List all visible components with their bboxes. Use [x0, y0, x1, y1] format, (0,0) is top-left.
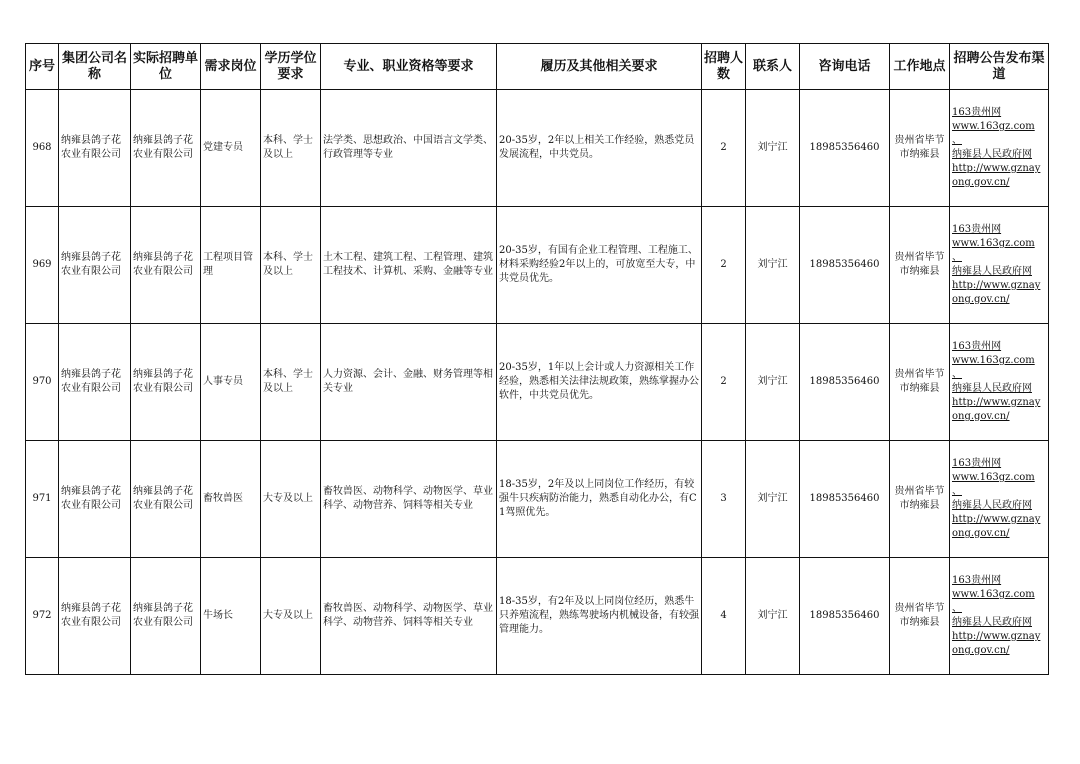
row-no: 971: [26, 441, 59, 558]
channel-link-163gz-url[interactable]: www.163gz.com: [952, 589, 1035, 600]
header-cell-other: 履历及其他相关要求: [497, 44, 702, 90]
row-unit: 纳雍县鸽子花农业有限公司: [131, 207, 201, 324]
row-major: 法学类、思想政治、中国语言文学类、行政管理等专业: [321, 90, 497, 207]
row-post: 牛场长: [201, 558, 261, 675]
channel-link-nayong-url[interactable]: http://www.gznayong.gov.cn/: [952, 163, 1041, 188]
row-contact: 刘宁江: [746, 324, 800, 441]
row-channel: [950, 324, 1049, 441]
row-place: 贵州省毕节市纳雍县: [890, 207, 950, 324]
row-major: 人力资源、会计、金融、财务管理等相关专业: [321, 324, 497, 441]
header-cell-phone: 咨询电话: [800, 44, 890, 90]
channel-link-nayong-url[interactable]: http://www.gznayong.gov.cn/: [952, 280, 1041, 305]
header-cell-count: 招聘人数: [702, 44, 746, 90]
row-channel: [950, 207, 1049, 324]
row-no: 972: [26, 558, 59, 675]
row-unit: 纳雍县鸽子花农业有限公司: [131, 558, 201, 675]
row-unit: 纳雍县鸽子花农业有限公司: [131, 441, 201, 558]
channel-link-163gz-name[interactable]: 163贵州网: [952, 458, 1002, 469]
row-group: 纳雍县鸽子花农业有限公司: [59, 441, 131, 558]
row-group: 纳雍县鸽子花农业有限公司: [59, 558, 131, 675]
row-other: 20-35岁，有国有企业工程管理、工程施工、材料采购经验2年以上的，可放宽至大专，中共党员优先。: [497, 207, 702, 324]
row-edu: 本科、学士及以上: [261, 324, 321, 441]
row-channel: [950, 441, 1049, 558]
row-phone: 18985356460: [800, 207, 890, 324]
row-place: 贵州省毕节市纳雍县: [890, 558, 950, 675]
table-row: [26, 558, 1049, 675]
channel-link-nayong-url[interactable]: http://www.gznayong.gov.cn/: [952, 397, 1041, 422]
channel-link-163gz-url[interactable]: www.163gz.com: [952, 121, 1035, 132]
row-count: 2: [702, 207, 746, 324]
row-other: 20-35岁，2年以上相关工作经验，熟悉党员发展流程，中共党员。: [497, 90, 702, 207]
header-cell-post: 需求岗位: [201, 44, 261, 90]
row-major: 土木工程、建筑工程、工程管理、建筑工程技术、计算机、采购、金融等专业: [321, 207, 497, 324]
channel-link-163gz-name[interactable]: 163贵州网: [952, 107, 1002, 118]
channel-separator: 、: [952, 369, 962, 380]
row-place: 贵州省毕节市纳雍县: [890, 441, 950, 558]
channel-separator: 、: [952, 603, 962, 614]
channel-link-163gz-name[interactable]: 163贵州网: [952, 341, 1002, 352]
header-cell-contact: 联系人: [746, 44, 800, 90]
table-row: [26, 441, 1049, 558]
header-cell-unit: 实际招聘单位: [131, 44, 201, 90]
row-phone: 18985356460: [800, 324, 890, 441]
row-other: 18-35岁，2年及以上同岗位工作经历，有较强牛只疾病防治能力，熟悉自动化办公，有C1驾照优先。: [497, 441, 702, 558]
recruitment-table: [25, 43, 1049, 675]
row-group: 纳雍县鸽子花农业有限公司: [59, 207, 131, 324]
row-group: 纳雍县鸽子花农业有限公司: [59, 324, 131, 441]
row-edu: 大专及以上: [261, 441, 321, 558]
channel-link-nayong-name[interactable]: 纳雍县人民政府网: [952, 500, 1032, 511]
row-post: 畜牧兽医: [201, 441, 261, 558]
row-contact: 刘宁江: [746, 90, 800, 207]
channel-link-163gz-name[interactable]: 163贵州网: [952, 224, 1002, 235]
row-phone: 18985356460: [800, 558, 890, 675]
header-cell-place: 工作地点: [890, 44, 950, 90]
row-phone: 18985356460: [800, 441, 890, 558]
row-place: 贵州省毕节市纳雍县: [890, 324, 950, 441]
row-no: 970: [26, 324, 59, 441]
channel-link-163gz-url[interactable]: www.163gz.com: [952, 355, 1035, 366]
table-row: [26, 207, 1049, 324]
row-phone: 18985356460: [800, 90, 890, 207]
header-row: [26, 44, 1049, 90]
row-group: 纳雍县鸽子花农业有限公司: [59, 90, 131, 207]
row-count: 2: [702, 324, 746, 441]
row-contact: 刘宁江: [746, 558, 800, 675]
channel-link-nayong-name[interactable]: 纳雍县人民政府网: [952, 383, 1032, 394]
row-other: 18-35岁，有2年及以上同岗位经历，熟悉牛只养殖流程，熟练驾驶场内机械设备，有较强管理能力。: [497, 558, 702, 675]
row-count: 3: [702, 441, 746, 558]
channel-link-163gz-name[interactable]: 163贵州网: [952, 575, 1002, 586]
header-cell-major: 专业、职业资格等要求: [321, 44, 497, 90]
row-edu: 本科、学士及以上: [261, 90, 321, 207]
row-post: 人事专员: [201, 324, 261, 441]
row-no: 968: [26, 90, 59, 207]
row-place: 贵州省毕节市纳雍县: [890, 90, 950, 207]
row-channel: [950, 558, 1049, 675]
row-count: 2: [702, 90, 746, 207]
channel-link-nayong-name[interactable]: 纳雍县人民政府网: [952, 149, 1032, 160]
channel-separator: 、: [952, 486, 962, 497]
table-row: [26, 324, 1049, 441]
row-post: 工程项目管理: [201, 207, 261, 324]
header-cell-group: 集团公司名称: [59, 44, 131, 90]
table-row: [26, 90, 1049, 207]
row-no: 969: [26, 207, 59, 324]
channel-link-163gz-url[interactable]: www.163gz.com: [952, 472, 1035, 483]
channel-link-nayong-name[interactable]: 纳雍县人民政府网: [952, 617, 1032, 628]
row-count: 4: [702, 558, 746, 675]
row-major: 畜牧兽医、动物科学、动物医学、草业科学、动物营养、饲料等相关专业: [321, 441, 497, 558]
channel-link-nayong-url[interactable]: http://www.gznayong.gov.cn/: [952, 631, 1041, 656]
row-edu: 本科、学士及以上: [261, 207, 321, 324]
row-unit: 纳雍县鸽子花农业有限公司: [131, 90, 201, 207]
row-edu: 大专及以上: [261, 558, 321, 675]
row-contact: 刘宁江: [746, 441, 800, 558]
row-unit: 纳雍县鸽子花农业有限公司: [131, 324, 201, 441]
row-post: 党建专员: [201, 90, 261, 207]
header-cell-no: 序号: [26, 44, 59, 90]
row-contact: 刘宁江: [746, 207, 800, 324]
channel-link-nayong-name[interactable]: 纳雍县人民政府网: [952, 266, 1032, 277]
row-channel: [950, 90, 1049, 207]
channel-separator: 、: [952, 252, 962, 263]
channel-separator: 、: [952, 135, 962, 146]
header-cell-channel: 招聘公告发布渠道: [950, 44, 1049, 90]
row-other: 20-35岁，1年以上会计或人力资源相关工作经验，熟悉相关法律法规政策，熟练掌握办公软件，中共党员优先。: [497, 324, 702, 441]
row-major: 畜牧兽医、动物科学、动物医学、草业科学、动物营养、饲料等相关专业: [321, 558, 497, 675]
header-cell-edu: 学历学位要求: [261, 44, 321, 90]
channel-link-163gz-url[interactable]: www.163gz.com: [952, 238, 1035, 249]
channel-link-nayong-url[interactable]: http://www.gznayong.gov.cn/: [952, 514, 1041, 539]
